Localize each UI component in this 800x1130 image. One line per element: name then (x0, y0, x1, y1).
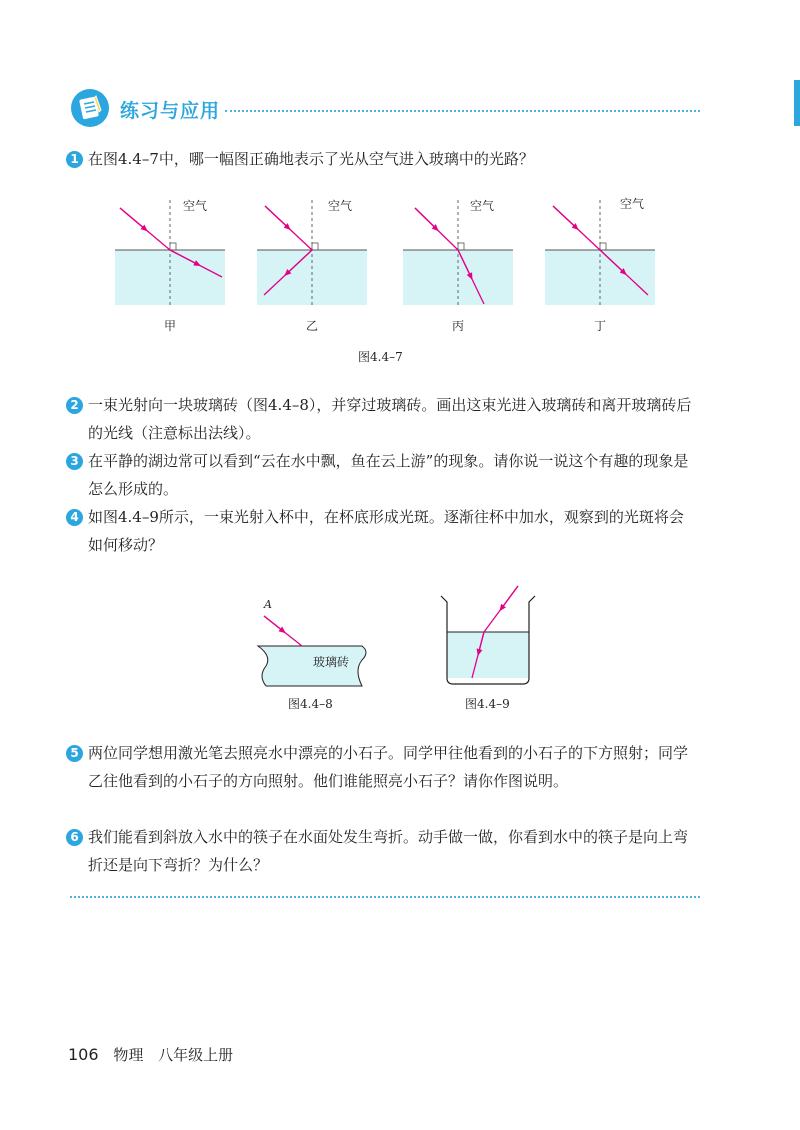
bottom-dotted-rule (70, 896, 700, 898)
header-dotted-rule (225, 110, 700, 112)
figure-4-4-7 (0, 180, 800, 380)
question-text: 一束光射向一块玻璃砖（图4.4–8），并穿过玻璃砖。画出这束光进入玻璃砖和离开玻璃砖后的光线（注意标出法线）。 (88, 396, 692, 442)
question-number: 3 (66, 453, 83, 470)
panel-label: 甲 (164, 319, 177, 333)
question-4 (70, 503, 698, 559)
question-number: 4 (66, 509, 83, 526)
air-label: 空气 (183, 199, 208, 213)
panel-jia (115, 198, 225, 333)
air-label: 空气 (470, 199, 495, 213)
air-label: 空气 (620, 197, 645, 211)
question-5 (70, 739, 698, 795)
section-title: 练习与应用 (120, 100, 221, 122)
panel-ding (545, 196, 655, 333)
question-text: 两位同学想用激光笔去照亮水中漂亮的小石子。同学甲往他看到的小石子的下方照射；同学乙往他看到的小石子的方向照射。他们谁能照亮小石子？请你作图说明。 (88, 744, 689, 790)
figures-4-4-8-and-4-4-9 (0, 580, 800, 720)
glass-label: 玻璃砖 (313, 655, 350, 669)
cup-figure (441, 586, 535, 711)
panel-yi (257, 198, 367, 333)
glass-slab-figure (258, 598, 366, 711)
panel-label: 丁 (594, 319, 607, 333)
panel-label: 丙 (452, 319, 465, 333)
question-number: 2 (66, 397, 83, 414)
question-text: 在平静的湖边常可以看到“云在水中飘，鱼在云上游”的现象。请你说一说这个有趣的现象是怎么形成的。 (88, 452, 689, 498)
question-number: 1 (66, 151, 83, 168)
question-3 (70, 447, 698, 503)
section-header (70, 88, 700, 132)
question-text: 在图4.4–7中，哪一幅图正确地表示了光从空气进入玻璃中的光路？ (88, 150, 534, 168)
question-number: 5 (66, 745, 83, 762)
point-a-label: A (264, 598, 272, 611)
chapter-edge-tab (794, 80, 800, 126)
page-footer (68, 1044, 243, 1065)
figure-caption: 图4.4–9 (465, 697, 510, 711)
question-1 (70, 145, 698, 173)
question-6 (70, 823, 698, 879)
question-2 (70, 391, 698, 447)
question-text: 我们能看到斜放入水中的筷子在水面处发生弯折。动手做一做，你看到水中的筷子是向上弯折还是向下弯折？为什么？ (88, 828, 689, 874)
air-label: 空气 (328, 199, 353, 213)
question-number: 6 (66, 829, 83, 846)
figure-caption: 图4.4–7 (358, 350, 403, 364)
exercise-book-icon (70, 88, 110, 128)
figure-caption: 图4.4–8 (288, 697, 333, 711)
question-text: 如图4.4–9所示，一束光射入杯中，在杯底形成光斑。逐渐往杯中加水，观察到的光斑将会如何移动？ (88, 508, 684, 554)
panel-bing (403, 198, 513, 333)
subject-label: 物理 (113, 1046, 144, 1064)
panel-label: 乙 (306, 319, 319, 333)
page-number: 106 (68, 1045, 99, 1064)
grade-label: 八年级上册 (158, 1046, 234, 1064)
